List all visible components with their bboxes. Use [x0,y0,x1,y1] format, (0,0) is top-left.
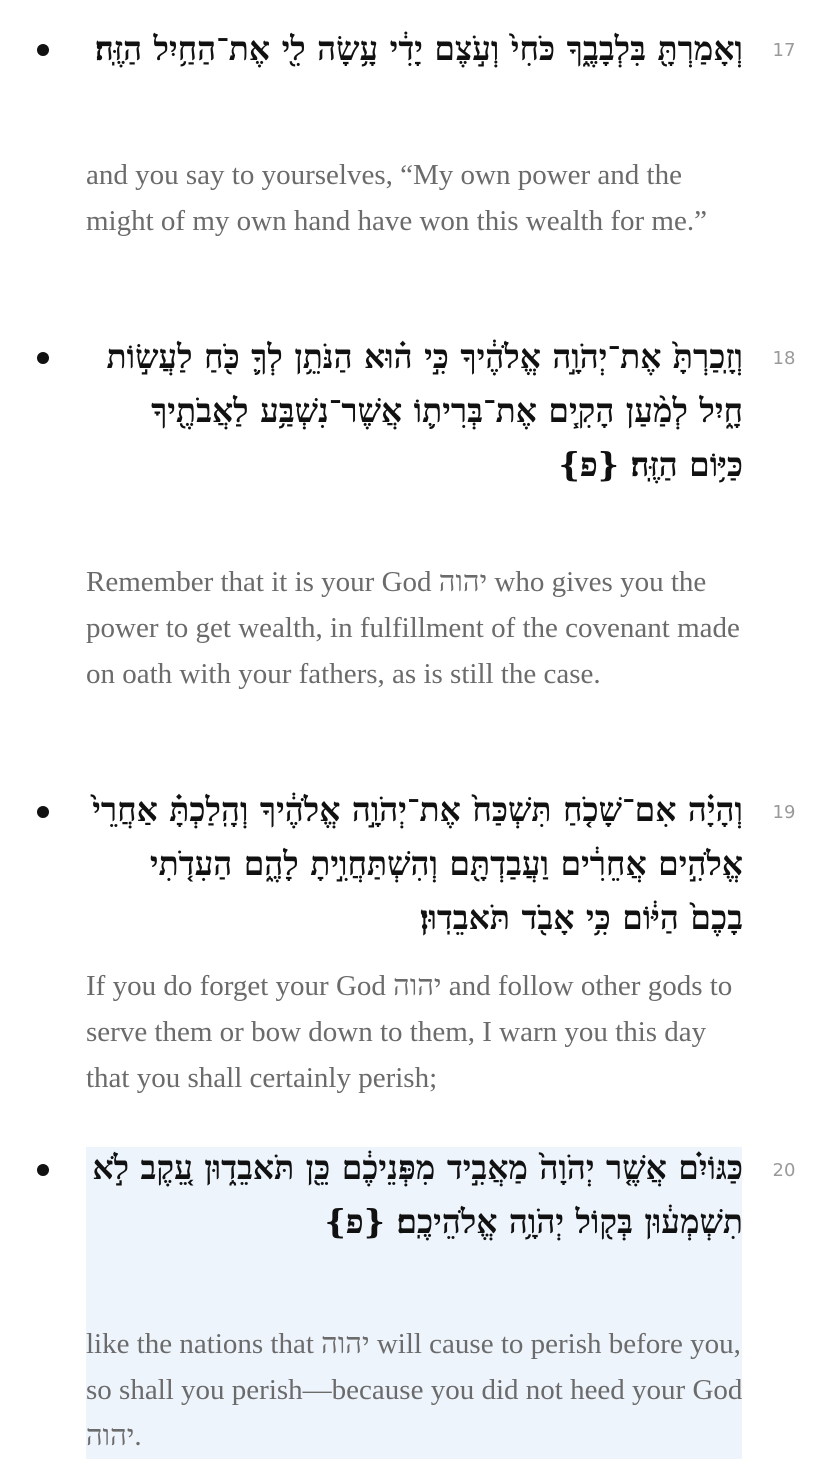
hebrew-text: כַּגּוֹיִ֗ם אֲשֶׁ֤ר יְהֹוָה֙ מַאֲבִ֣יד מִפְּנֵיכֶ֔ם כֵּ֖ן תֹּאבֵד֑וּן עֵ֚קֶב לֹ֣א תִשְׁמְע֔וּן בְּק֖וֹל יְהֹוָ֥ה אֱלֹהֵיכֶֽם׃ {פ} [80,1148,743,1241]
verse-number: 20 [772,1160,796,1181]
verse-number: 19 [772,802,796,823]
english-translation: like the nations that יהוה will cause to perish before you, so shall you perish—because you did not heed your God יהוה. [86,1328,743,1452]
bullet-icon [37,352,49,364]
verse-number: 17 [772,40,796,61]
verse-number: 18 [772,348,796,369]
bullet-icon [37,44,49,56]
hebrew-text: וְזָֽכַרְתָּ֙ אֶת־יְהֹוָ֣ה אֱלֹהֶ֔יךָ כִּ֣י ה֗וּא הַנֹּתֵ֥ן לְךָ֛ כֹּ֖חַ לַעֲשׂ֣וֹת חָ֑יִל לְמַ֨עַן הָקִ֧ים אֶת־בְּרִית֛וֹ אֲשֶׁר־נִשְׁבַּ֥ע לַאֲבֹתֶ֖יךָ כַּיּ֥וֹם הַזֶּֽה׃ {פ} [95,337,743,484]
hebrew-text: וְהָיָ֗ה אִם־שָׁכֹ֤חַ תִּשְׁכַּח֙ אֶת־יְהֹוָ֣ה אֱלֹהֶ֔יךָ וְהָֽלַכְתָּ֗ אַחֲרֵי֙ אֱלֹהִ֣ים אֲחֵרִ֔ים וַעֲבַדְתָּ֖ם וְהִשְׁתַּחֲוִ֣יתָ לָהֶ֑ם הַעִדֹ֤תִי בָכֶם֙ הַיּ֔וֹם כִּ֥י אָבֹ֖ד תֹּאבֵדֽוּן׃ [80,790,743,937]
bullet-icon [37,806,49,818]
english-translation: and you say to yourselves, “My own power and the might of my own hand have won this wealth for me.” [86,159,707,237]
english-translation: Remember that it is your God יהוה who gives you the power to get wealth, in fulfillment of the covenant made on oath with your fathers, as is still the case. [86,566,740,690]
english-translation: If you do forget your God יהוה and follow other gods to serve them or bow down to them, I warn you this day that you shall certainly perish; [86,970,733,1094]
bullet-icon [37,1164,49,1176]
hebrew-text: וְאָמַרְתָּ֖ בִּלְבָבֶ֑ךָ כֹּחִי֙ וְעֹ֣צֶם יָדִ֔י עָ֥שָׂה לִ֖י אֶת־הַחַ֥יִל הַזֶּֽה׃ [94,29,743,68]
